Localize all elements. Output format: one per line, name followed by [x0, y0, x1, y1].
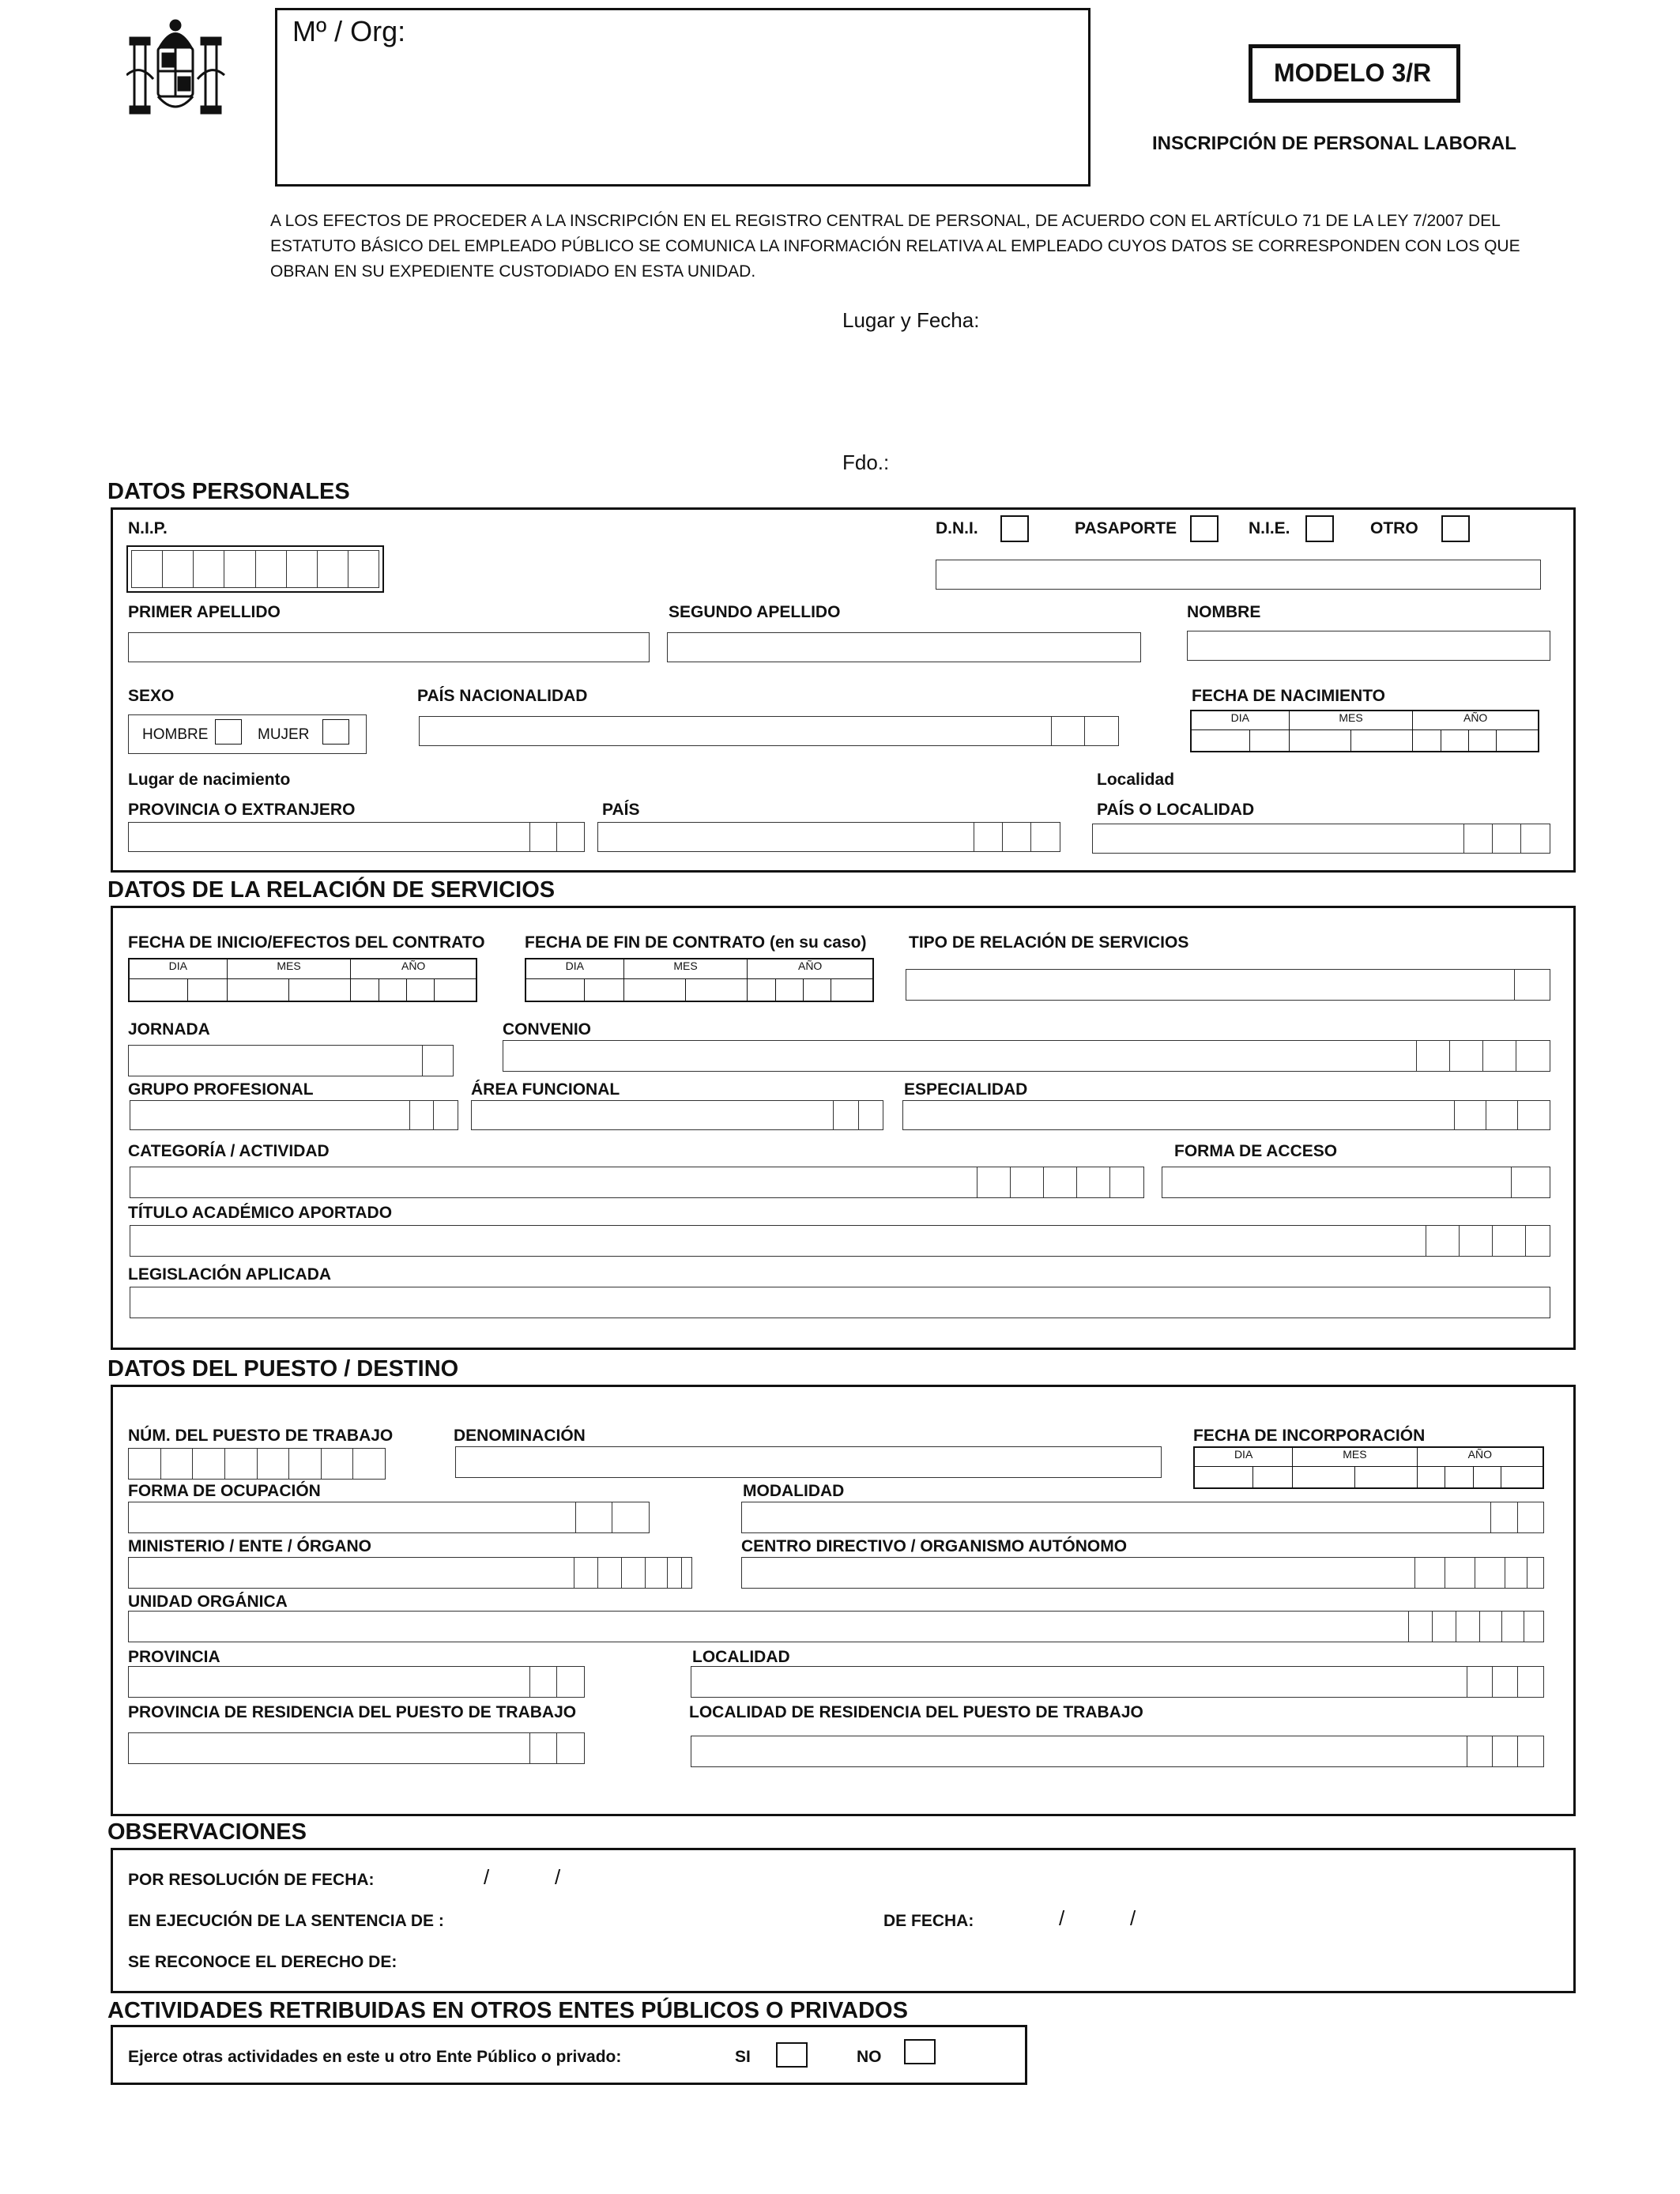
- denomination-field[interactable]: [455, 1446, 1162, 1478]
- modality-label: MODALIDAD: [743, 1482, 845, 1500]
- birth-date-field[interactable]: [1190, 710, 1539, 752]
- month-header: MES: [623, 959, 748, 979]
- locality-hint-label: Localidad: [1097, 771, 1175, 789]
- province-abroad-label: PROVINCIA O EXTRANJERO: [128, 801, 356, 819]
- name-label: NOMBRE: [1187, 603, 1261, 621]
- day-header: DIA: [525, 959, 623, 979]
- join-date-label: FECHA DE INCORPORACIÓN: [1193, 1427, 1426, 1445]
- yes-label: SI: [735, 2048, 751, 2066]
- org-label: Mº / Org:: [292, 15, 406, 47]
- signature-label: Fdo.:: [842, 450, 890, 474]
- province-label: PROVINCIA: [128, 1648, 220, 1666]
- locality-field[interactable]: [691, 1666, 1544, 1698]
- workday-field[interactable]: [128, 1045, 454, 1076]
- female-checkbox[interactable]: [322, 719, 349, 745]
- post-number-label: NÚM. DEL PUESTO DE TRABAJO: [128, 1427, 394, 1445]
- start-date-field[interactable]: [128, 958, 477, 1002]
- category-field[interactable]: [130, 1167, 1144, 1198]
- resolution-date-slash-2: /: [555, 1865, 561, 1889]
- passport-checkbox[interactable]: [1190, 515, 1219, 542]
- personal-section-title: DATOS PERSONALES: [107, 479, 350, 504]
- occupation-label: FORMA DE OCUPACIÓN: [128, 1482, 321, 1500]
- surname1-field[interactable]: [128, 632, 650, 662]
- yes-checkbox[interactable]: [776, 2042, 808, 2068]
- access-field[interactable]: [1162, 1167, 1550, 1198]
- ministry-field[interactable]: [128, 1557, 692, 1589]
- center-field[interactable]: [741, 1557, 1544, 1589]
- post-number-field[interactable]: [128, 1448, 386, 1480]
- start-date-label: FECHA DE INICIO/EFECTOS DEL CONTRATO: [128, 933, 485, 952]
- nip-label: N.I.P.: [128, 519, 168, 537]
- relation-type-label: TIPO DE RELACIÓN DE SERVICIOS: [909, 933, 1189, 952]
- spain-coat-of-arms-icon: [126, 16, 225, 119]
- res-locality-label: LOCALIDAD DE RESIDENCIA DEL PUESTO DE TRABAJO: [689, 1703, 1143, 1721]
- end-date-field[interactable]: [525, 958, 874, 1002]
- area-label: ÁREA FUNCIONAL: [471, 1080, 620, 1099]
- province-field[interactable]: [128, 1666, 585, 1698]
- male-label: HOMBRE: [142, 726, 209, 743]
- day-header: DIA: [1194, 1447, 1293, 1467]
- legislation-label: LEGISLACIÓN APLICADA: [128, 1265, 332, 1284]
- resolution-date-slash-1: /: [484, 1865, 490, 1889]
- workday-label: JORNADA: [128, 1020, 210, 1039]
- no-label: NO: [857, 2048, 882, 2066]
- area-field[interactable]: [471, 1100, 883, 1130]
- birth-country-label: PAÍS: [602, 801, 640, 819]
- month-header: MES: [1293, 1447, 1417, 1467]
- activities-question: Ejerce otras actividades en este u otro Ente Público o privado:: [128, 2048, 622, 2066]
- relation-type-field[interactable]: [906, 969, 1550, 1001]
- agreement-label: CONVENIO: [503, 1020, 592, 1039]
- id-number-field[interactable]: [936, 560, 1541, 590]
- year-header: AÑO: [1413, 711, 1539, 730]
- sentence-label: EN EJECUCIÓN DE LA SENTENCIA DE :: [128, 1912, 444, 1930]
- nie-checkbox[interactable]: [1305, 515, 1334, 542]
- passport-label: PASAPORTE: [1075, 519, 1177, 537]
- resolution-label: POR RESOLUCIÓN DE FECHA:: [128, 1871, 375, 1889]
- agreement-field[interactable]: [503, 1040, 1550, 1072]
- access-label: FORMA DE ACCESO: [1174, 1142, 1338, 1160]
- birth-country-field[interactable]: [597, 822, 1060, 852]
- unit-label: UNIDAD ORGÁNICA: [128, 1593, 288, 1611]
- nationality-label: PAÍS NACIONALIDAD: [417, 687, 588, 705]
- other-id-checkbox[interactable]: [1441, 515, 1470, 542]
- country-locality-label: PAÍS O LOCALIDAD: [1097, 801, 1255, 819]
- year-header: AÑO: [1417, 1447, 1543, 1467]
- surname1-label: PRIMER APELLIDO: [128, 603, 281, 621]
- res-province-label: PROVINCIA DE RESIDENCIA DEL PUESTO DE TRABAJO: [128, 1703, 577, 1721]
- post-section-title: DATOS DEL PUESTO / DESTINO: [107, 1356, 459, 1382]
- service-section-title: DATOS DE LA RELACIÓN DE SERVICIOS: [107, 877, 556, 903]
- sentence-date-slash-2: /: [1130, 1906, 1136, 1930]
- observations-section-title: OBSERVACIONES: [107, 1819, 307, 1845]
- province-abroad-field[interactable]: [128, 822, 585, 852]
- degree-field[interactable]: [130, 1225, 1550, 1257]
- nip-field[interactable]: [126, 545, 384, 593]
- intro-text: A LOS EFECTOS DE PROCEDER A LA INSCRIPCIÓN EN EL REGISTRO CENTRAL DE PERSONAL, DE ACUERDO CON EL ARTÍCULO 71 DE LA LEY 7/2007 DEL ESTATUTO BÁSICO DEL EMPLEADO PÚBLICO SE COMUNICA LA INFORMACIÓN RELATIVA AL EMPLEADO CUYOS DATOS SE CORRESPONDEN CON LOS QUE OBRAN EN SU EXPEDIENTE CUSTODIADO EN ESTA UNIDAD.: [270, 212, 1520, 281]
- res-locality-field[interactable]: [691, 1736, 1544, 1767]
- group-label: GRUPO PROFESIONAL: [128, 1080, 314, 1099]
- category-label: CATEGORÍA / ACTIVIDAD: [128, 1142, 330, 1160]
- day-header: DIA: [1191, 711, 1289, 730]
- sex-label: SEXO: [128, 687, 175, 705]
- denomination-label: DENOMINACIÓN: [454, 1427, 586, 1445]
- sentence-date-slash-1: /: [1059, 1906, 1065, 1930]
- degree-label: TÍTULO ACADÉMICO APORTADO: [128, 1204, 393, 1222]
- model-label: MODELO 3/R: [1274, 58, 1432, 87]
- legislation-field[interactable]: [130, 1287, 1550, 1318]
- locality-label: LOCALIDAD: [692, 1648, 790, 1666]
- surname2-label: SEGUNDO APELLIDO: [669, 603, 841, 621]
- center-label: CENTRO DIRECTIVO / ORGANISMO AUTÓNOMO: [741, 1537, 1128, 1555]
- occupation-field[interactable]: [128, 1502, 650, 1533]
- month-header: MES: [227, 959, 351, 979]
- country-locality-field[interactable]: [1092, 824, 1550, 854]
- year-header: AÑO: [351, 959, 477, 979]
- name-field[interactable]: [1187, 631, 1550, 661]
- female-label: MUJER: [258, 726, 310, 743]
- res-province-field[interactable]: [128, 1732, 585, 1764]
- nationality-field[interactable]: [419, 716, 1119, 746]
- specialty-label: ESPECIALIDAD: [904, 1080, 1028, 1099]
- no-checkbox[interactable]: [904, 2039, 936, 2064]
- right-label: SE RECONOCE EL DERECHO DE:: [128, 1953, 397, 1971]
- year-header: AÑO: [748, 959, 873, 979]
- male-checkbox[interactable]: [215, 719, 242, 745]
- month-header: MES: [1289, 711, 1413, 730]
- nie-label: N.I.E.: [1249, 519, 1290, 537]
- birth-date-label: FECHA DE NACIMIENTO: [1192, 687, 1386, 705]
- place-date-label: Lugar y Fecha:: [842, 308, 980, 332]
- specialty-field[interactable]: [902, 1100, 1550, 1130]
- end-date-label: FECHA DE FIN DE CONTRATO (en su caso): [525, 933, 867, 952]
- modality-field[interactable]: [741, 1502, 1544, 1533]
- join-date-field[interactable]: [1193, 1446, 1544, 1489]
- unit-field[interactable]: [128, 1611, 1544, 1642]
- group-field[interactable]: [130, 1100, 458, 1130]
- other-id-label: OTRO: [1370, 519, 1418, 537]
- form-subtitle: INSCRIPCIÓN DE PERSONAL LABORAL: [1152, 133, 1516, 154]
- day-header: DIA: [129, 959, 227, 979]
- birth-place-label: Lugar de nacimiento: [128, 771, 291, 789]
- ministry-label: MINISTERIO / ENTE / ÓRGANO: [128, 1537, 372, 1555]
- dni-checkbox[interactable]: [1000, 515, 1029, 542]
- sentence-date-label: DE FECHA:: [883, 1912, 974, 1930]
- activities-section-title: ACTIVIDADES RETRIBUIDAS EN OTROS ENTES PÚBLICOS O PRIVADOS: [107, 1998, 908, 2023]
- surname2-field[interactable]: [667, 632, 1141, 662]
- dni-label: D.N.I.: [936, 519, 978, 537]
